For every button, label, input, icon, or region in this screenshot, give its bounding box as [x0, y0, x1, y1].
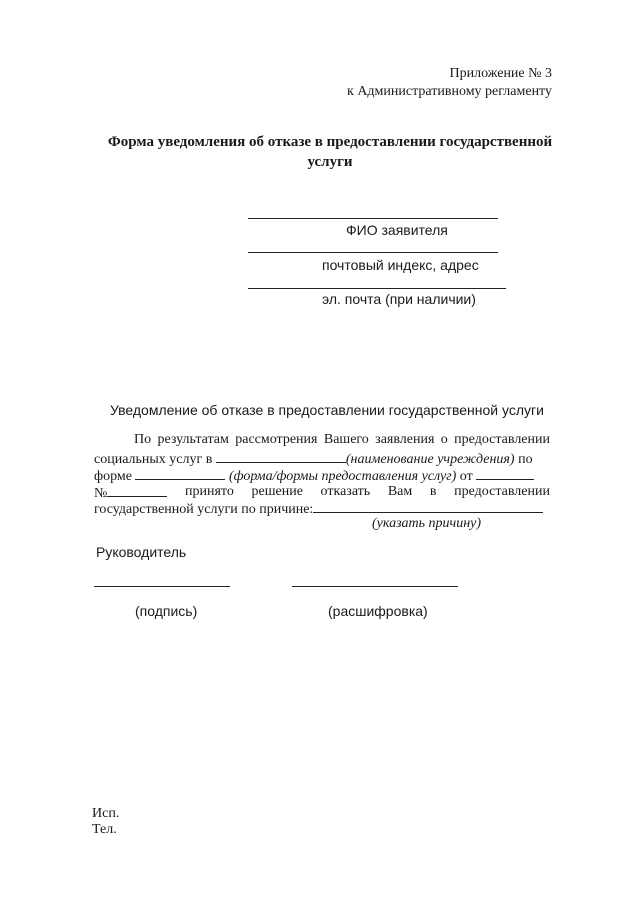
- notice-text: По результатам рассмотрения Вашего заявления о предоставлении: [134, 432, 550, 447]
- phone-label: Тел.: [92, 822, 117, 837]
- email-line: [248, 288, 506, 289]
- form-title-line2: услуги: [307, 154, 353, 170]
- address-line: [248, 252, 498, 253]
- applicant-name-line: [248, 218, 498, 219]
- signature-line: [94, 586, 230, 587]
- notice-line-3: [94, 467, 550, 485]
- notice-text: социальных услуг в: [94, 452, 213, 467]
- form-title-line1: Форма уведомления об отказе в предоставлении государственной: [107, 134, 553, 150]
- signature-label: (подпись): [135, 603, 198, 619]
- form-hint: (форма/формы предоставления услуг): [228, 469, 457, 484]
- date-blank: [476, 467, 534, 480]
- number-sign: №: [94, 486, 108, 501]
- appendix-number: Приложение № 3: [449, 66, 552, 81]
- notice-text: принято: [185, 484, 234, 499]
- regulation-reference: к Административному регламенту: [347, 84, 552, 99]
- notice-text: решение: [251, 484, 303, 499]
- name-decode-line: [292, 586, 458, 587]
- head-label: Руководитель: [96, 544, 187, 560]
- notice-text: в: [429, 484, 437, 499]
- executor-label: Исп.: [92, 806, 120, 821]
- email-label: эл. почта (при наличии): [322, 291, 476, 307]
- reason-blank: [313, 500, 543, 513]
- institution-blank: [216, 450, 346, 463]
- notice-line-2: [94, 450, 550, 468]
- reason-hint: (указать причину): [372, 516, 482, 531]
- form-blank: [135, 467, 225, 480]
- notice-text: по: [518, 452, 533, 467]
- notice-text: отказать: [320, 484, 371, 499]
- notice-text: форме: [94, 469, 132, 484]
- notice-heading: Уведомление об отказе в предоставлении государственной услуги: [110, 402, 544, 418]
- notice-text: предоставлении: [454, 484, 550, 499]
- address-label: почтовый индекс, адрес: [322, 257, 479, 273]
- notice-text: Вам: [387, 484, 413, 499]
- applicant-name-label: ФИО заявителя: [346, 222, 448, 238]
- notice-line-1: [134, 432, 550, 448]
- number-blank: [107, 484, 167, 497]
- decode-label: (расшифровка): [328, 603, 428, 619]
- notice-text: государственной услуги по причине:: [94, 502, 314, 517]
- notice-text: от: [459, 469, 473, 484]
- institution-hint: (наименование учреждения): [345, 452, 515, 467]
